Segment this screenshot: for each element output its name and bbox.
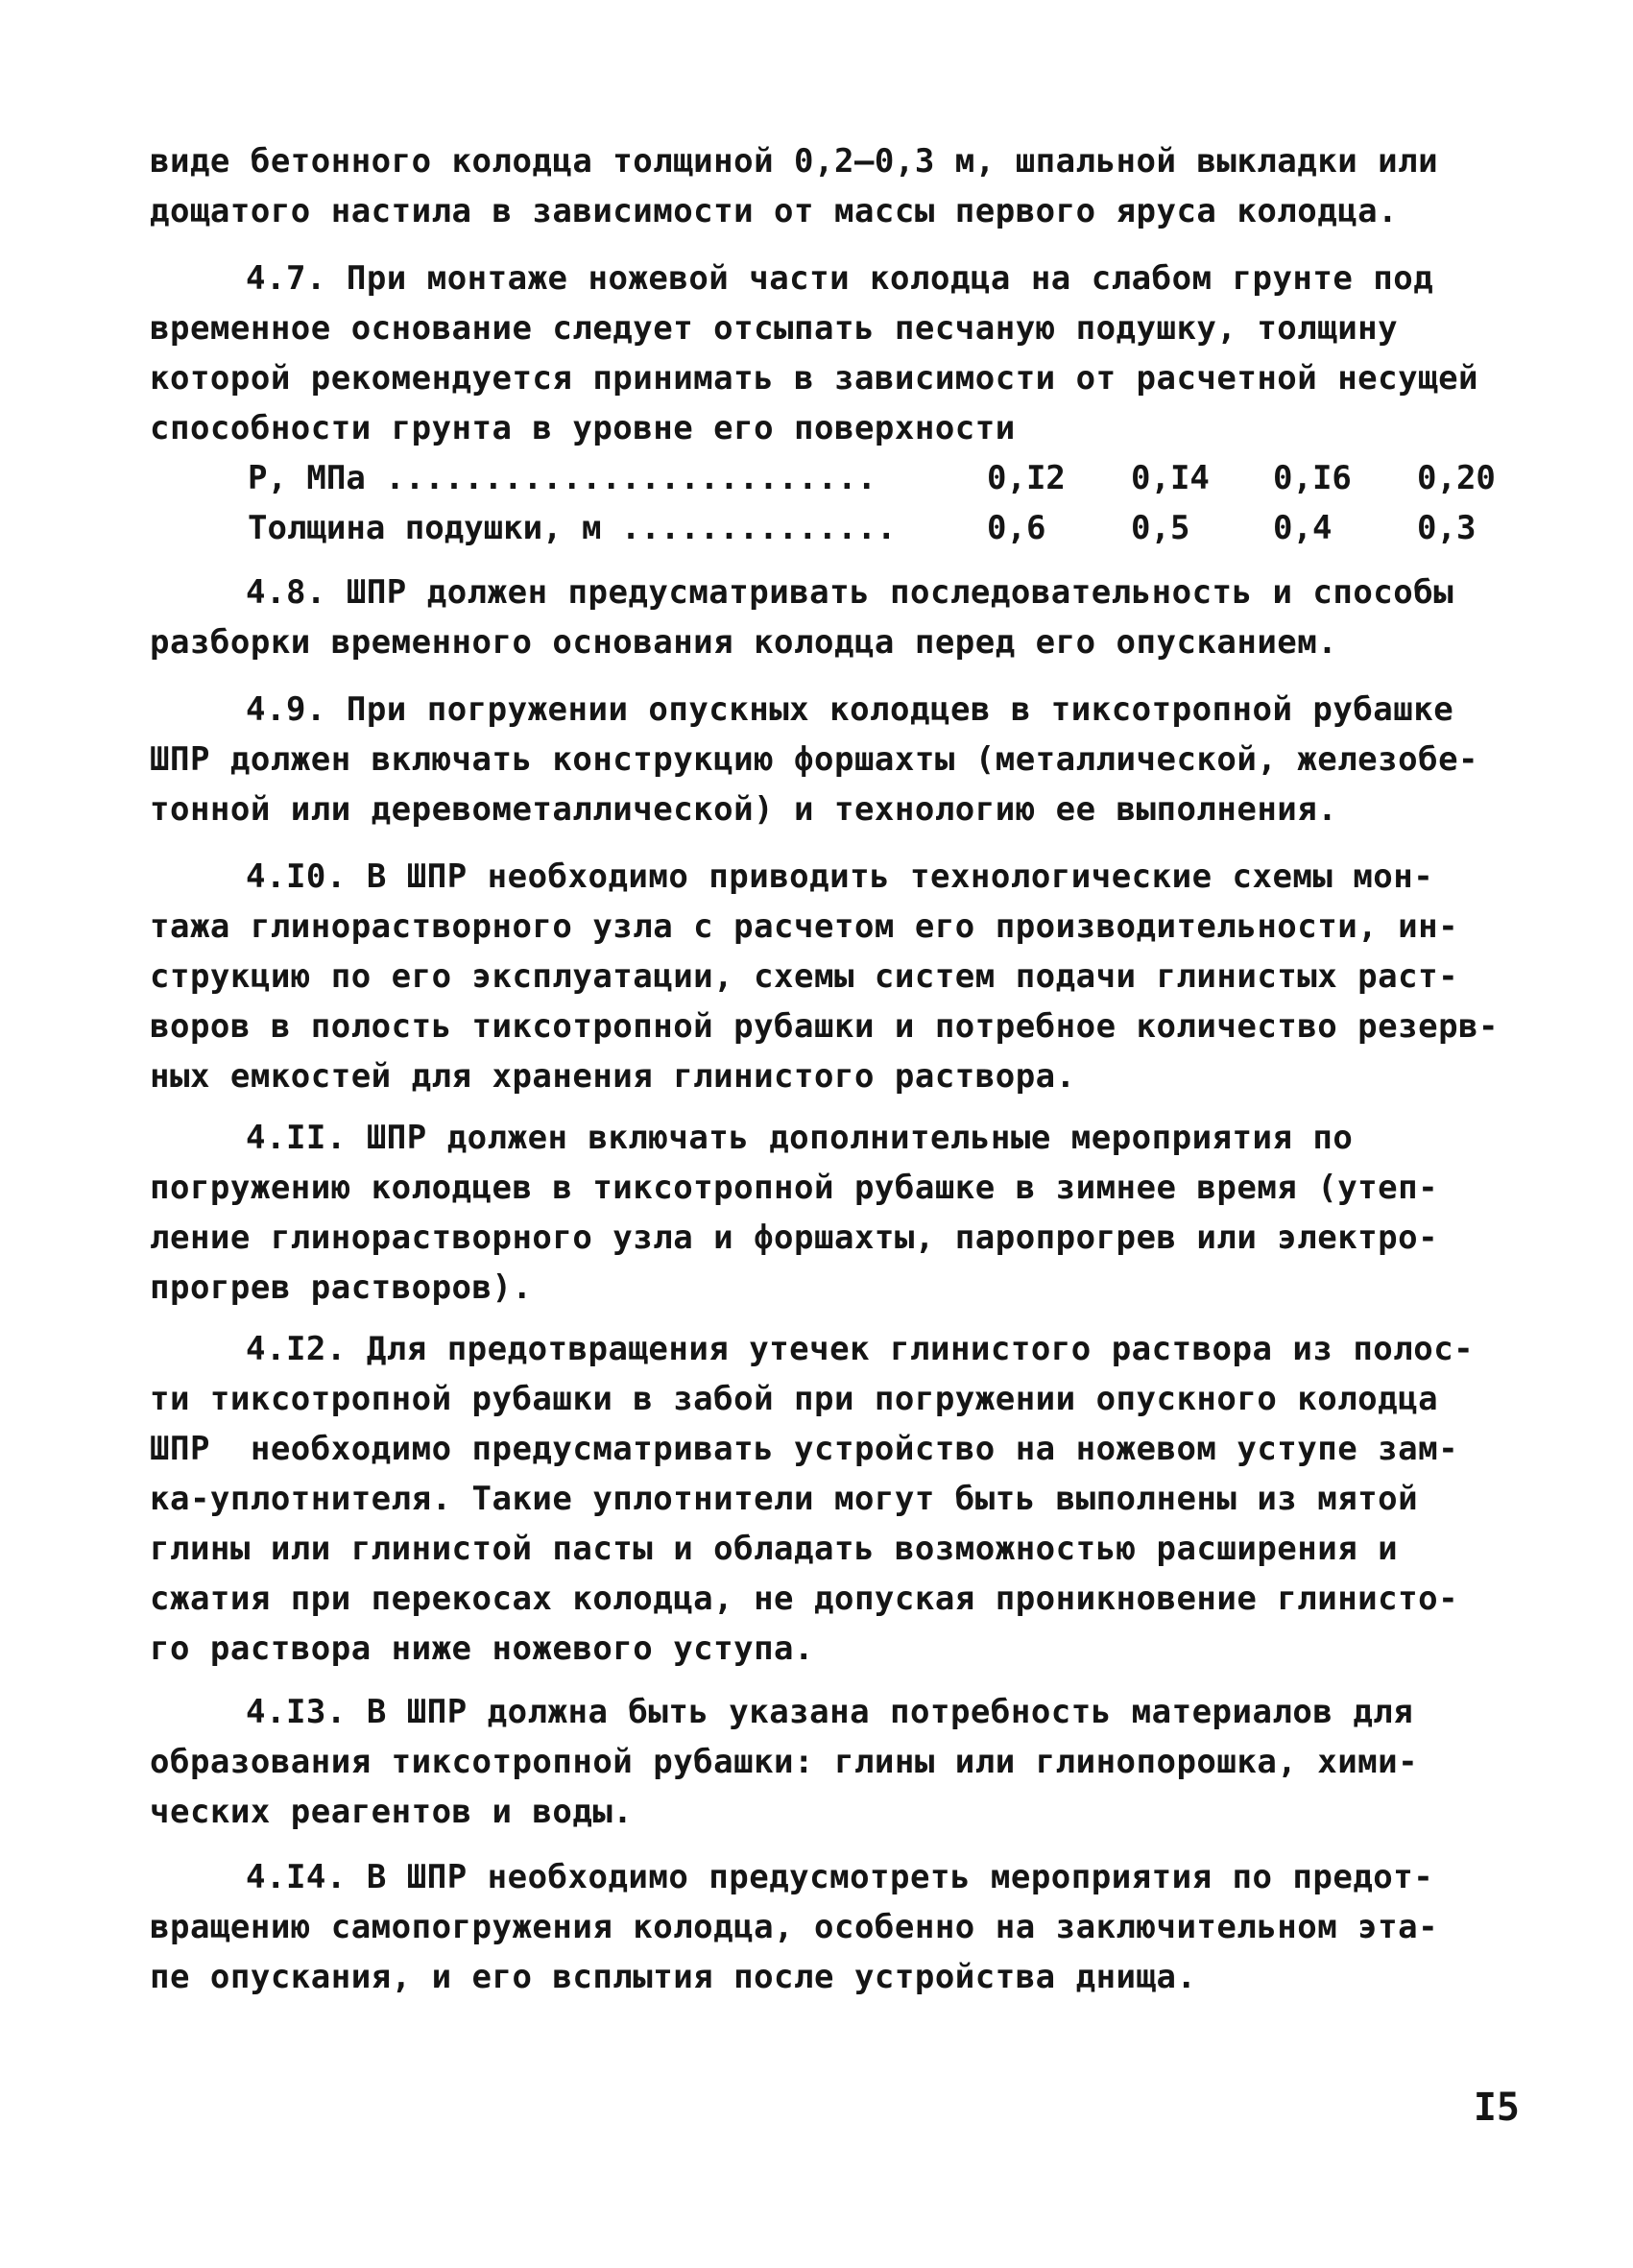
text-line: ных емкостей для хранения глинистого раствора. [150, 1057, 1076, 1096]
text-line: вращению самопогружения колодца, особенно на заключительном эта- [150, 1908, 1439, 1946]
text-line: временное основание следует отсыпать песчаную подушку, толщину [150, 309, 1399, 348]
value-cell: 0,5 [1131, 509, 1190, 547]
text-line: 4.I2. Для предотвращения утечек глинистого раствора из полос- [246, 1330, 1475, 1368]
text-line: ШПР необходимо предусматривать устройство на ножевом уступе зам- [150, 1430, 1459, 1468]
table-row-thickness [248, 504, 1496, 552]
value-cell: 0,3 [1417, 509, 1477, 547]
text-line: ти тиксотропной рубашки в забой при погружении опускного колодца [150, 1380, 1439, 1418]
row-label: Р, МПа ......................... [248, 459, 877, 497]
text-line: ка-уплотнителя. Такие уплотнители могут быть выполнены из мятой [150, 1480, 1419, 1518]
value-cell: 0,6 [987, 509, 1046, 547]
text-line: тонной или деревометаллической) и технологию ее выполнения. [150, 790, 1338, 829]
text-line: способности грунта в уровне его поверхности [150, 409, 1016, 447]
text-line: воров в полость тиксотропной рубашки и потребное количество резерв- [150, 1007, 1499, 1046]
text-line: образования тиксотропной рубашки: глины или глинопорошка, хими- [150, 1743, 1419, 1781]
text-line: 4.8. ШПР должен предусматривать последовательность и способы [246, 573, 1454, 612]
text-line: 4.7. При монтаже ножевой части колодца на слабом грунте под [246, 259, 1434, 298]
text-line: ческих реагентов и воды. [150, 1793, 634, 1831]
value-cell: 0,I2 [987, 459, 1066, 497]
row-label: Толщина подушки, м .............. [248, 509, 897, 547]
value-cell: 0,20 [1417, 459, 1496, 497]
text-line: виде бетонного колодца толщиной 0,2–0,3 м, шпальной выкладки или [150, 142, 1439, 181]
text-line: пе опускания, и его всплытия после устройства днища. [150, 1958, 1197, 1996]
text-line: дощатого настила в зависимости от массы первого яруса колодца. [150, 192, 1399, 230]
text-line: го раствора ниже ножевого уступа. [150, 1629, 815, 1668]
text-line: прогрев растворов). [150, 1268, 533, 1307]
value-cell: 0,I6 [1273, 459, 1352, 497]
text-line: разборки временного основания колодца перед его опусканием. [150, 623, 1338, 662]
text-line: глины или глинистой пасты и обладать возможностью расширения и [150, 1530, 1399, 1568]
text-line: 4.II. ШПР должен включать дополнительные мероприятия по [246, 1119, 1354, 1157]
text-line: 4.I0. В ШПР необходимо приводить технологические схемы мон- [246, 857, 1434, 896]
text-line: 4.I4. В ШПР необходимо предусмотреть мероприятия по предот- [246, 1858, 1434, 1896]
text-line: погружению колодцев в тиксотропной рубашке в зимнее время (утеп- [150, 1169, 1439, 1207]
table-row-pressure [248, 454, 1496, 502]
text-line: сжатия при перекосах колодца, не допуская проникновение глинисто- [150, 1580, 1459, 1618]
value-cell: 0,I4 [1131, 459, 1210, 497]
text-line: которой рекомендуется принимать в зависимости от расчетной несущей [150, 359, 1479, 398]
text-line: струкцию по его эксплуатации, схемы систем подачи глинистых раст- [150, 957, 1459, 996]
text-line: тажа глинорастворного узла с расчетом его производительности, ин- [150, 907, 1459, 946]
page-number: I5 [1473, 2086, 1520, 2130]
value-cell: 0,4 [1273, 509, 1333, 547]
text-line: 4.9. При погружении опускных колодцев в тиксотропной рубашке [246, 690, 1454, 729]
text-line: 4.I3. В ШПР должна быть указана потребность материалов для [246, 1693, 1414, 1731]
text-line: ление глинорастворного узла и форшахты, паропрогрев или электро- [150, 1218, 1439, 1257]
text-line: ШПР должен включать конструкцию форшахты (металлической, железобе- [150, 740, 1479, 779]
